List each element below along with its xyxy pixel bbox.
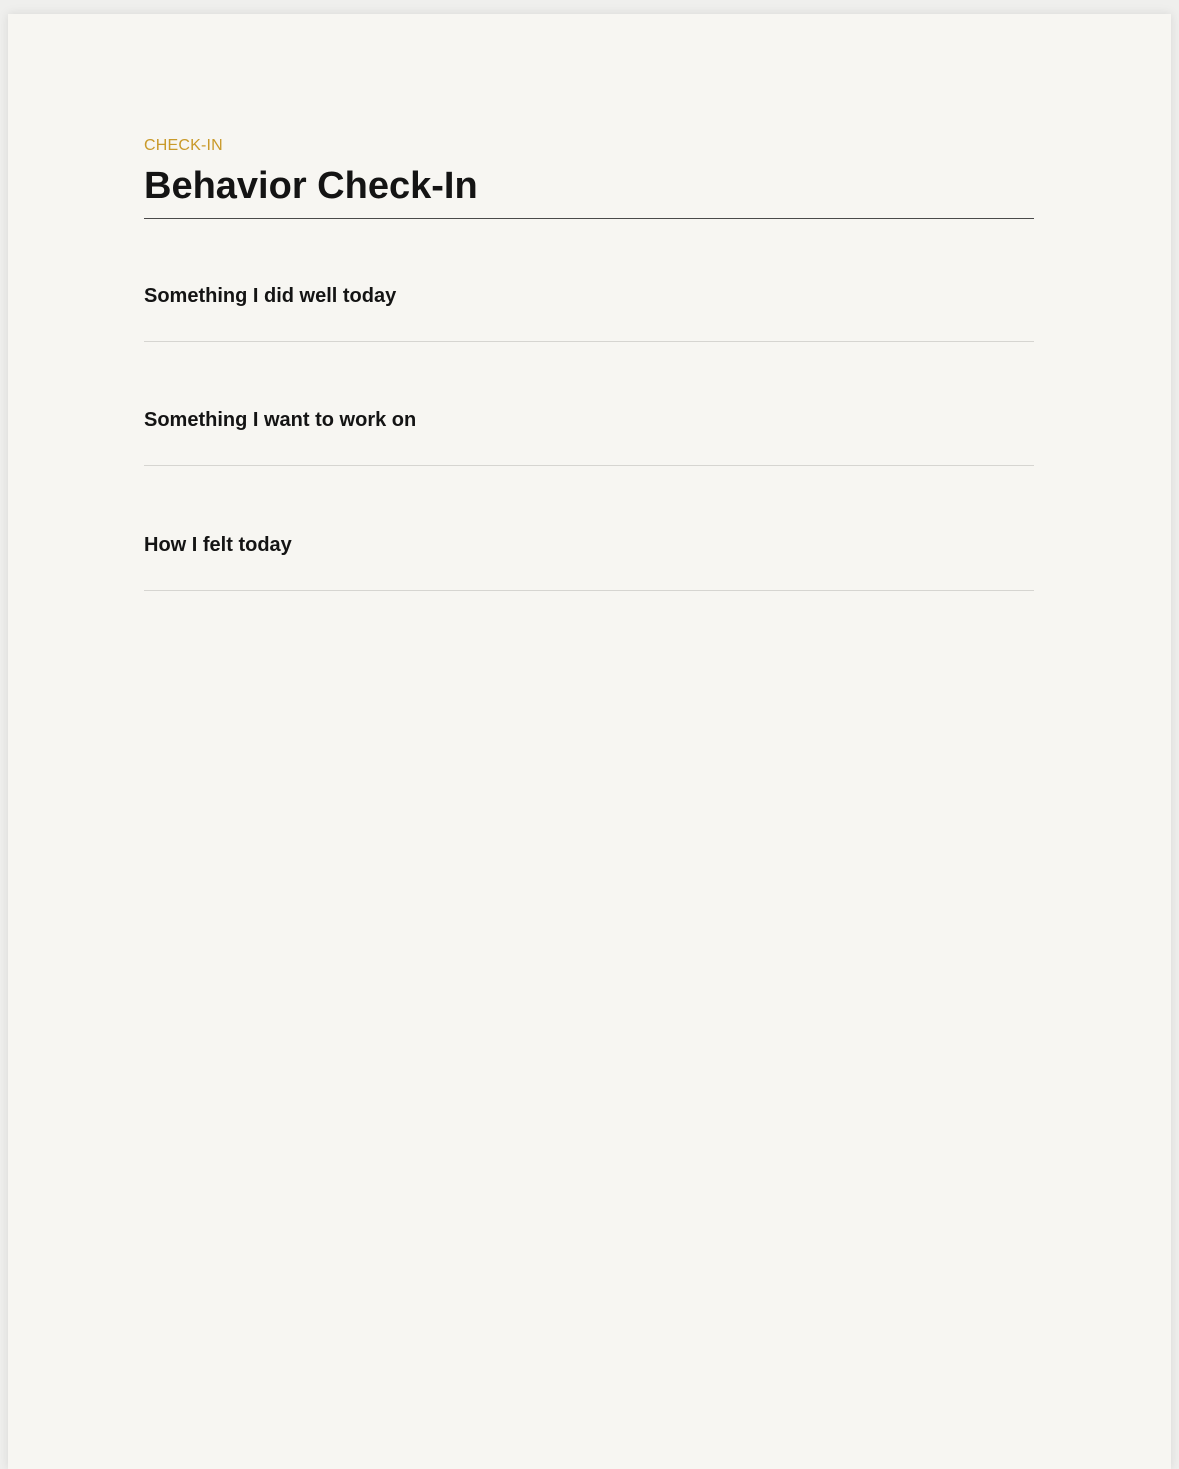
answer-line[interactable]	[144, 465, 1034, 466]
section-eyebrow: CHECK-IN	[144, 137, 223, 154]
prompt-label: How I felt today	[144, 534, 292, 556]
answer-line[interactable]	[144, 341, 1034, 342]
prompt-label: Something I did well today	[144, 285, 397, 307]
worksheet-page	[8, 14, 1171, 1469]
page-title: Behavior Check-In	[144, 165, 478, 207]
answer-line[interactable]	[144, 590, 1034, 591]
title-divider	[144, 218, 1034, 219]
prompt-label: Something I want to work on	[144, 409, 417, 431]
